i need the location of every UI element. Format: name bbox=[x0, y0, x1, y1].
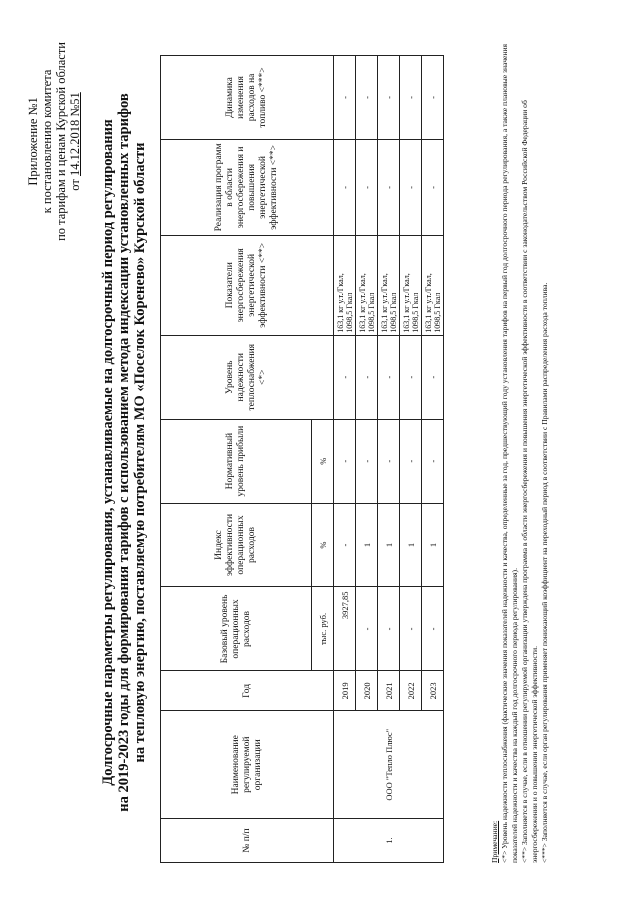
year-cell: 2020 bbox=[356, 671, 378, 711]
reliability-cell: - bbox=[356, 335, 378, 419]
fuel-cell: - bbox=[400, 56, 422, 140]
index-cell: 1 bbox=[400, 503, 422, 587]
header-num: № п/п bbox=[161, 819, 334, 863]
reliability-cell: - bbox=[400, 335, 422, 419]
unit-index: % bbox=[312, 503, 334, 587]
fuel-cell: - bbox=[378, 56, 400, 140]
footnote-fuel: <***> Заполняется в случае, если орган регулирования применяет понижающий коэффициент на переходный период в соответствии с Правилами распределения расхода топлива. bbox=[540, 282, 549, 863]
footnotes bbox=[490, 43, 550, 863]
base-cell: - bbox=[422, 587, 444, 671]
base-cell: - bbox=[356, 587, 378, 671]
appendix-number: Приложение №1 bbox=[26, 97, 40, 186]
index-cell: - bbox=[334, 503, 356, 587]
parameters-table bbox=[160, 55, 444, 863]
year-cell: 2021 bbox=[378, 671, 400, 711]
energy-cell: 163,1 кг у.т./Гкал, 1098,5 Гкал bbox=[334, 235, 356, 335]
footnote-reliability: <*> Уровень надежности теплоснабжения (фактические значения показателей надежности и качества, определенные за год, предшествующий году установления тарифов на первый год долгосрочного периода регулирования, а также плановые значения показателей надежности и качества на каждый год долгосрочного периода регулирования). bbox=[500, 44, 519, 863]
reliability-cell: - bbox=[378, 335, 400, 419]
unit-base: тыс. руб. bbox=[312, 587, 334, 671]
title-line-2: на 2019-2023 годы для формирования тарифов с использованием метода индексации установленных тарифов bbox=[116, 93, 132, 812]
table-header-row bbox=[161, 56, 312, 863]
index-cell: 1 bbox=[422, 503, 444, 587]
index-cell: 1 bbox=[378, 503, 400, 587]
profit-cell: - bbox=[378, 419, 400, 503]
appendix-date-prefix: от bbox=[68, 179, 82, 191]
header-fuel: Динамика изменения расходов на топливо <***> bbox=[161, 56, 334, 140]
index-cell: 1 bbox=[356, 503, 378, 587]
header-program: Реализация программ в области энергосбережения и повышения энергетической эффективности <**> bbox=[161, 139, 334, 235]
profit-cell: - bbox=[356, 419, 378, 503]
base-cell: - bbox=[378, 587, 400, 671]
program-cell: - bbox=[422, 139, 444, 235]
title-line-3: на тепловую энергию, поставляемую потребителям МО «Поселок Коренево» Курской области bbox=[132, 142, 148, 763]
header-reliability: Уровень надежности теплоснабжения <*> bbox=[161, 335, 334, 419]
appendix-date-value: 14.12.2018 №51 bbox=[68, 92, 82, 177]
program-cell: - bbox=[378, 139, 400, 235]
appendix-ref-line: к постановлению комитета bbox=[40, 69, 54, 214]
profit-cell: - bbox=[400, 419, 422, 503]
energy-cell: 163,1 кг у.т./Гкал, 1098,5 Гкал bbox=[378, 235, 400, 335]
fuel-cell: - bbox=[334, 56, 356, 140]
header-energy: Показатели энергосбережения энергетической эффективности <**> bbox=[161, 235, 334, 335]
reliability-cell: - bbox=[334, 335, 356, 419]
profit-cell: - bbox=[422, 419, 444, 503]
base-cell: - bbox=[400, 587, 422, 671]
appendix-committee-line: по тарифам и ценам Курской области bbox=[54, 42, 68, 241]
document-title bbox=[100, 80, 148, 825]
year-cell: 2019 bbox=[334, 671, 356, 711]
unit-profit: % bbox=[312, 419, 334, 503]
title-line-1: Долгосрочные параметры регулирования, устанавливаемые на долгосрочный период регулирования bbox=[100, 119, 116, 786]
fuel-cell: - bbox=[356, 56, 378, 140]
energy-cell: 163,1 кг у.т./Гкал, 1098,5 Гкал bbox=[422, 235, 444, 335]
fuel-cell: - bbox=[422, 56, 444, 140]
notes-header: Примечание: bbox=[490, 820, 499, 863]
program-cell: - bbox=[334, 139, 356, 235]
table-row bbox=[334, 56, 356, 863]
header-year: Год bbox=[161, 671, 334, 711]
profit-cell: - bbox=[334, 419, 356, 503]
org-name-cell: ООО "Тепло Плюс" bbox=[334, 711, 444, 819]
header-index: Индекс эффективности операционных расходов bbox=[161, 503, 312, 587]
footnote-energy: <**> Заполняется в случае, если в отношении регулируемой организации утверждена программа в области энергосбережения и повышения энергетической эффективности в соответствии с законодательством Российской Федерации об энергосбережении и о повышении энергетической эффективности. bbox=[520, 100, 539, 863]
program-cell: - bbox=[400, 139, 422, 235]
row-number: 1. bbox=[334, 819, 444, 863]
header-org: Наименование регулируемой организации bbox=[161, 711, 334, 819]
appendix-block bbox=[26, 42, 82, 241]
energy-cell: 163,1 кг у.т./Гкал, 1098,5 Гкал bbox=[400, 235, 422, 335]
header-base: Базовый уровень операционных расходов bbox=[161, 587, 312, 671]
year-cell: 2022 bbox=[400, 671, 422, 711]
appendix-date-line bbox=[68, 42, 82, 241]
document-page bbox=[20, 20, 620, 885]
base-cell: 3927,85 bbox=[334, 587, 356, 671]
header-profit: Нормативный уровень прибыли bbox=[161, 419, 312, 503]
year-cell: 2023 bbox=[422, 671, 444, 711]
energy-cell: 163,1 кг у.т./Гкал, 1098,5 Гкал bbox=[356, 235, 378, 335]
program-cell: - bbox=[356, 139, 378, 235]
rotated-landscape-sheet bbox=[20, 20, 620, 885]
reliability-cell: - bbox=[422, 335, 444, 419]
